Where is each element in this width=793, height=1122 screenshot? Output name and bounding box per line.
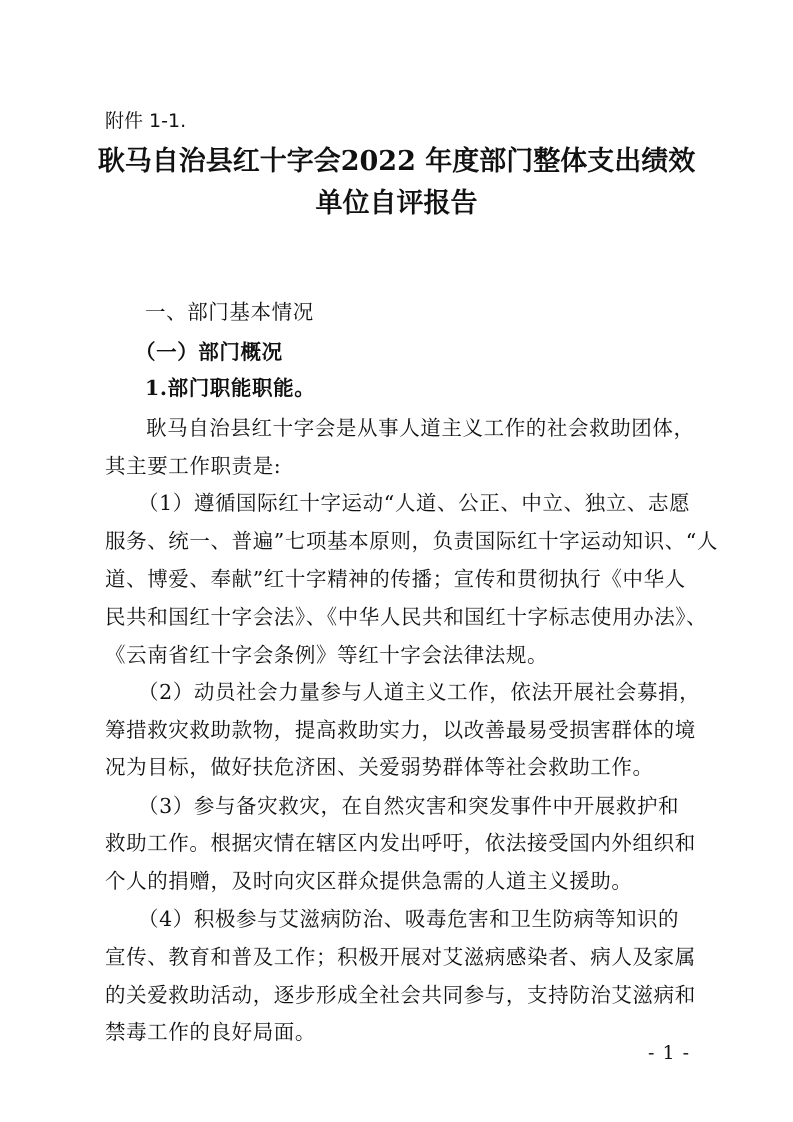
attachment-label: 附件 1-1. [105,110,187,132]
section-heading: 一、部门基本情况 [145,300,314,324]
paragraph-line: （2）动员社会力量参与人道主义工作，依法开展社会募捐， [138,680,701,704]
paragraph-line: 民共和国红十字会法》、《中华人民共和国红十字标志使用办法》、 [105,605,708,629]
item-heading: 1.部门职能职能。 [145,376,316,400]
paragraph-line: （4）积极参与艾滋病防治、吸毒危害和卫生防病等知识的 [138,907,680,931]
document-title-line-1: 耿马自治县红十字会2022 年度部门整体支出绩效 [97,146,696,177]
paragraph-line: 个人的捐赠，及时向灾区群众提供急需的人道主义援助。 [105,869,633,893]
paragraph-line: （1）遵循国际红十字运动“人道、公正、中立、独立、志愿 [138,491,691,515]
paragraph-line: 禁毒工作的良好局面。 [105,1020,316,1044]
paragraph-line: （3）参与备灾救灾，在自然灾害和突发事件中开展救护和 [138,794,680,818]
paragraph-line: 救助工作。根据灾情在辖区内发出呼吁，依法接受国内外组织和 [105,831,696,855]
paragraph-line: 的关爱救助活动，逐步形成全社会共同参与，支持防治艾滋病和 [105,983,696,1007]
paragraph-line: 耿马自治县红十字会是从事人道主义工作的社会救助团体， [146,416,695,440]
paragraph-line: 《云南省红十字会条例》等红十字会法律法规。 [105,643,549,667]
paragraph-line: 筹措救灾救助款物，提高救助实力，以改善最易受损害群体的境 [105,718,696,742]
subsection-heading: （一）部门概况 [135,340,283,364]
paragraph-line: 服务、统一、普遍”七项基本原则，负责国际红十字运动知识、“人 [105,529,718,553]
paragraph-line: 道、博爱、奉献”红十字精神的传播；宣传和贯彻执行《中华人 [105,567,686,591]
document-title-line-2: 单位自评报告 [315,188,478,219]
paragraph-line: 宣传、教育和普及工作；积极开展对艾滋病感染者、病人及家属 [105,945,696,969]
paragraph-line: 况为目标，做好扶危济困、关爱弱势群体等社会救助工作。 [105,755,654,779]
paragraph-line: 其主要工作职责是: [105,454,282,478]
page-number: - 1 - [647,1042,690,1064]
